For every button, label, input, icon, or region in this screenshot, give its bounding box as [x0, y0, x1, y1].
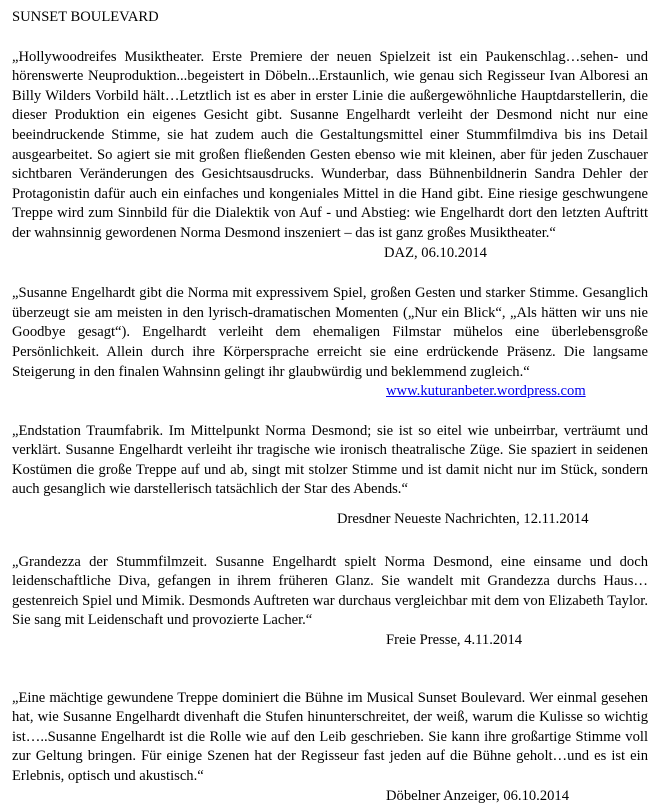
spacer [12, 651, 648, 689]
spacer [12, 263, 648, 284]
review-source-doebelner: Döbelner Anzeiger, 06.10.2014 [386, 787, 570, 804]
review-source-blog [12, 382, 648, 402]
review-source-dnn: Dresdner Neueste Nachrichten, 12.11.2014 [337, 511, 589, 528]
review-quote-freie-presse: „Grandezza der Stummfilmzeit. Susanne Engelhardt spielt Norma Desmond, eine einsame und doch leidenschaftliche Diva, gefangen in ihrem früheren Glanz. Sie wandelt mit Grandezza durchs Haus…gestenreich Spiel und Mimik. Desmonds Auftreten war durchaus vergleichbar mit dem von Elizabeth Taylor. Sie sang mit Leidenschaft und provozierte Lacher.“ [12, 553, 648, 629]
review-quote-daz: „Hollywoodreifes Musiktheater. Erste Premiere der neuen Spielzeit ist ein Paukenschlag…sehen- und hörenswerte Neuproduktion...begeistert in Döbeln...Erstaunlich, wie genau sich Regisseur Ivan Alboresi an Billy Wilders Vorbild hält…Letztlich ist es aber in erster Linie die außergewöhnliche Hauptdarstellerin, die dieser Produktion ein eigenes Gesicht gibt. Susanne Engelhardt verleiht der Desmond nicht nur eine beeindruckende Stimme, sie hat zudem auch die Gestaltungsmittel einer Stummfilmdiva bis ins Detail ausgearbeitet. So agiert sie mit großen fließenden Gesten ebenso wie mit kleinen, aber für jeden Zuschauer sichtbaren Veränderungen des Gesichtsausdrucks. Wunderbar, dass Bühnenbildnerin Sandra Dehler der Protagonistin dafür auch ein einfaches und kongeniales Mittel in die Hand gibt. Eine riesige geschwungene Treppe wird zum Sinnbild für die Dialektik von Auf - und Abstieg: wie Engelhardt dort den letzten Auftritt der wahnsinnig gewordenen Norma Desmond inszeniert – das ist ganz großes Musiktheater.“ [12, 48, 648, 241]
review-quote-dnn: „Endstation Traumfabrik. Im Mittelpunkt Norma Desmond; sie ist so eitel wie unbeirrbar, verträumt und verklärt. Susanne Engelhardt verleiht ihr tragische wie ironisch theatralische Züge. Sie spaziert in seidenen Kostümen die große Treppe auf und ab, singt mit stolzer Stimme und ist damit nicht nur im Stück, sondern auch gesanglich wie darstellerisch tatsächlich der Star des Abends.“ [12, 422, 648, 498]
spacer [12, 530, 648, 553]
blog-link[interactable]: www.kuturanbeter.wordpress.com [386, 383, 586, 400]
document-title: SUNSET BOULEVARD [12, 9, 159, 25]
review-source-freie-presse: Freie Presse, 4.11.2014 [386, 632, 523, 649]
review-quote-blog: „Susanne Engelhardt gibt die Norma mit expressivem Spiel, großen Gesten und starker Stimme. Gesanglich überzeugt sie am meisten in den lyrisch-dramatischen Momenten („Nur ein Blick“, „Als hätten wir uns nie Goodbye gesagt“). Engelhardt verleiht dem ehemaligen Filmstar mühelos eine überlebensgroße Persönlichkeit. Allein durch ihre Körpersprache erreicht sie eine erdrückende Präsenz. Die langsame Steigerung in den finalen Wahnsinn gelingt ihr glaubwürdig und beklemmend zugleich.“ [12, 285, 648, 380]
review-quote-doebelner: „Eine mächtige gewundene Treppe dominiert die Bühne im Musical Sunset Boulevard. Wer einmal gesehen hat, wie Susanne Engelhardt divenhaft die Stufen hinunterschreitet, der weiß, warum die Kulisse so wichtig ist…..Susanne Engelhardt ist die Rolle wie auf den Leib geschrieben. Sie kann ihre großartige Stimme voll zur Geltung bringen. Für einige Szenen hat der Regisseur fast jeden auf die Bühne geholt…und es ist ein Erlebnis, optisch und akustisch.“ [12, 689, 648, 784]
spacer [12, 402, 648, 422]
document-page [12, 8, 648, 806]
review-source-daz: DAZ, 06.10.2014 [384, 244, 487, 261]
